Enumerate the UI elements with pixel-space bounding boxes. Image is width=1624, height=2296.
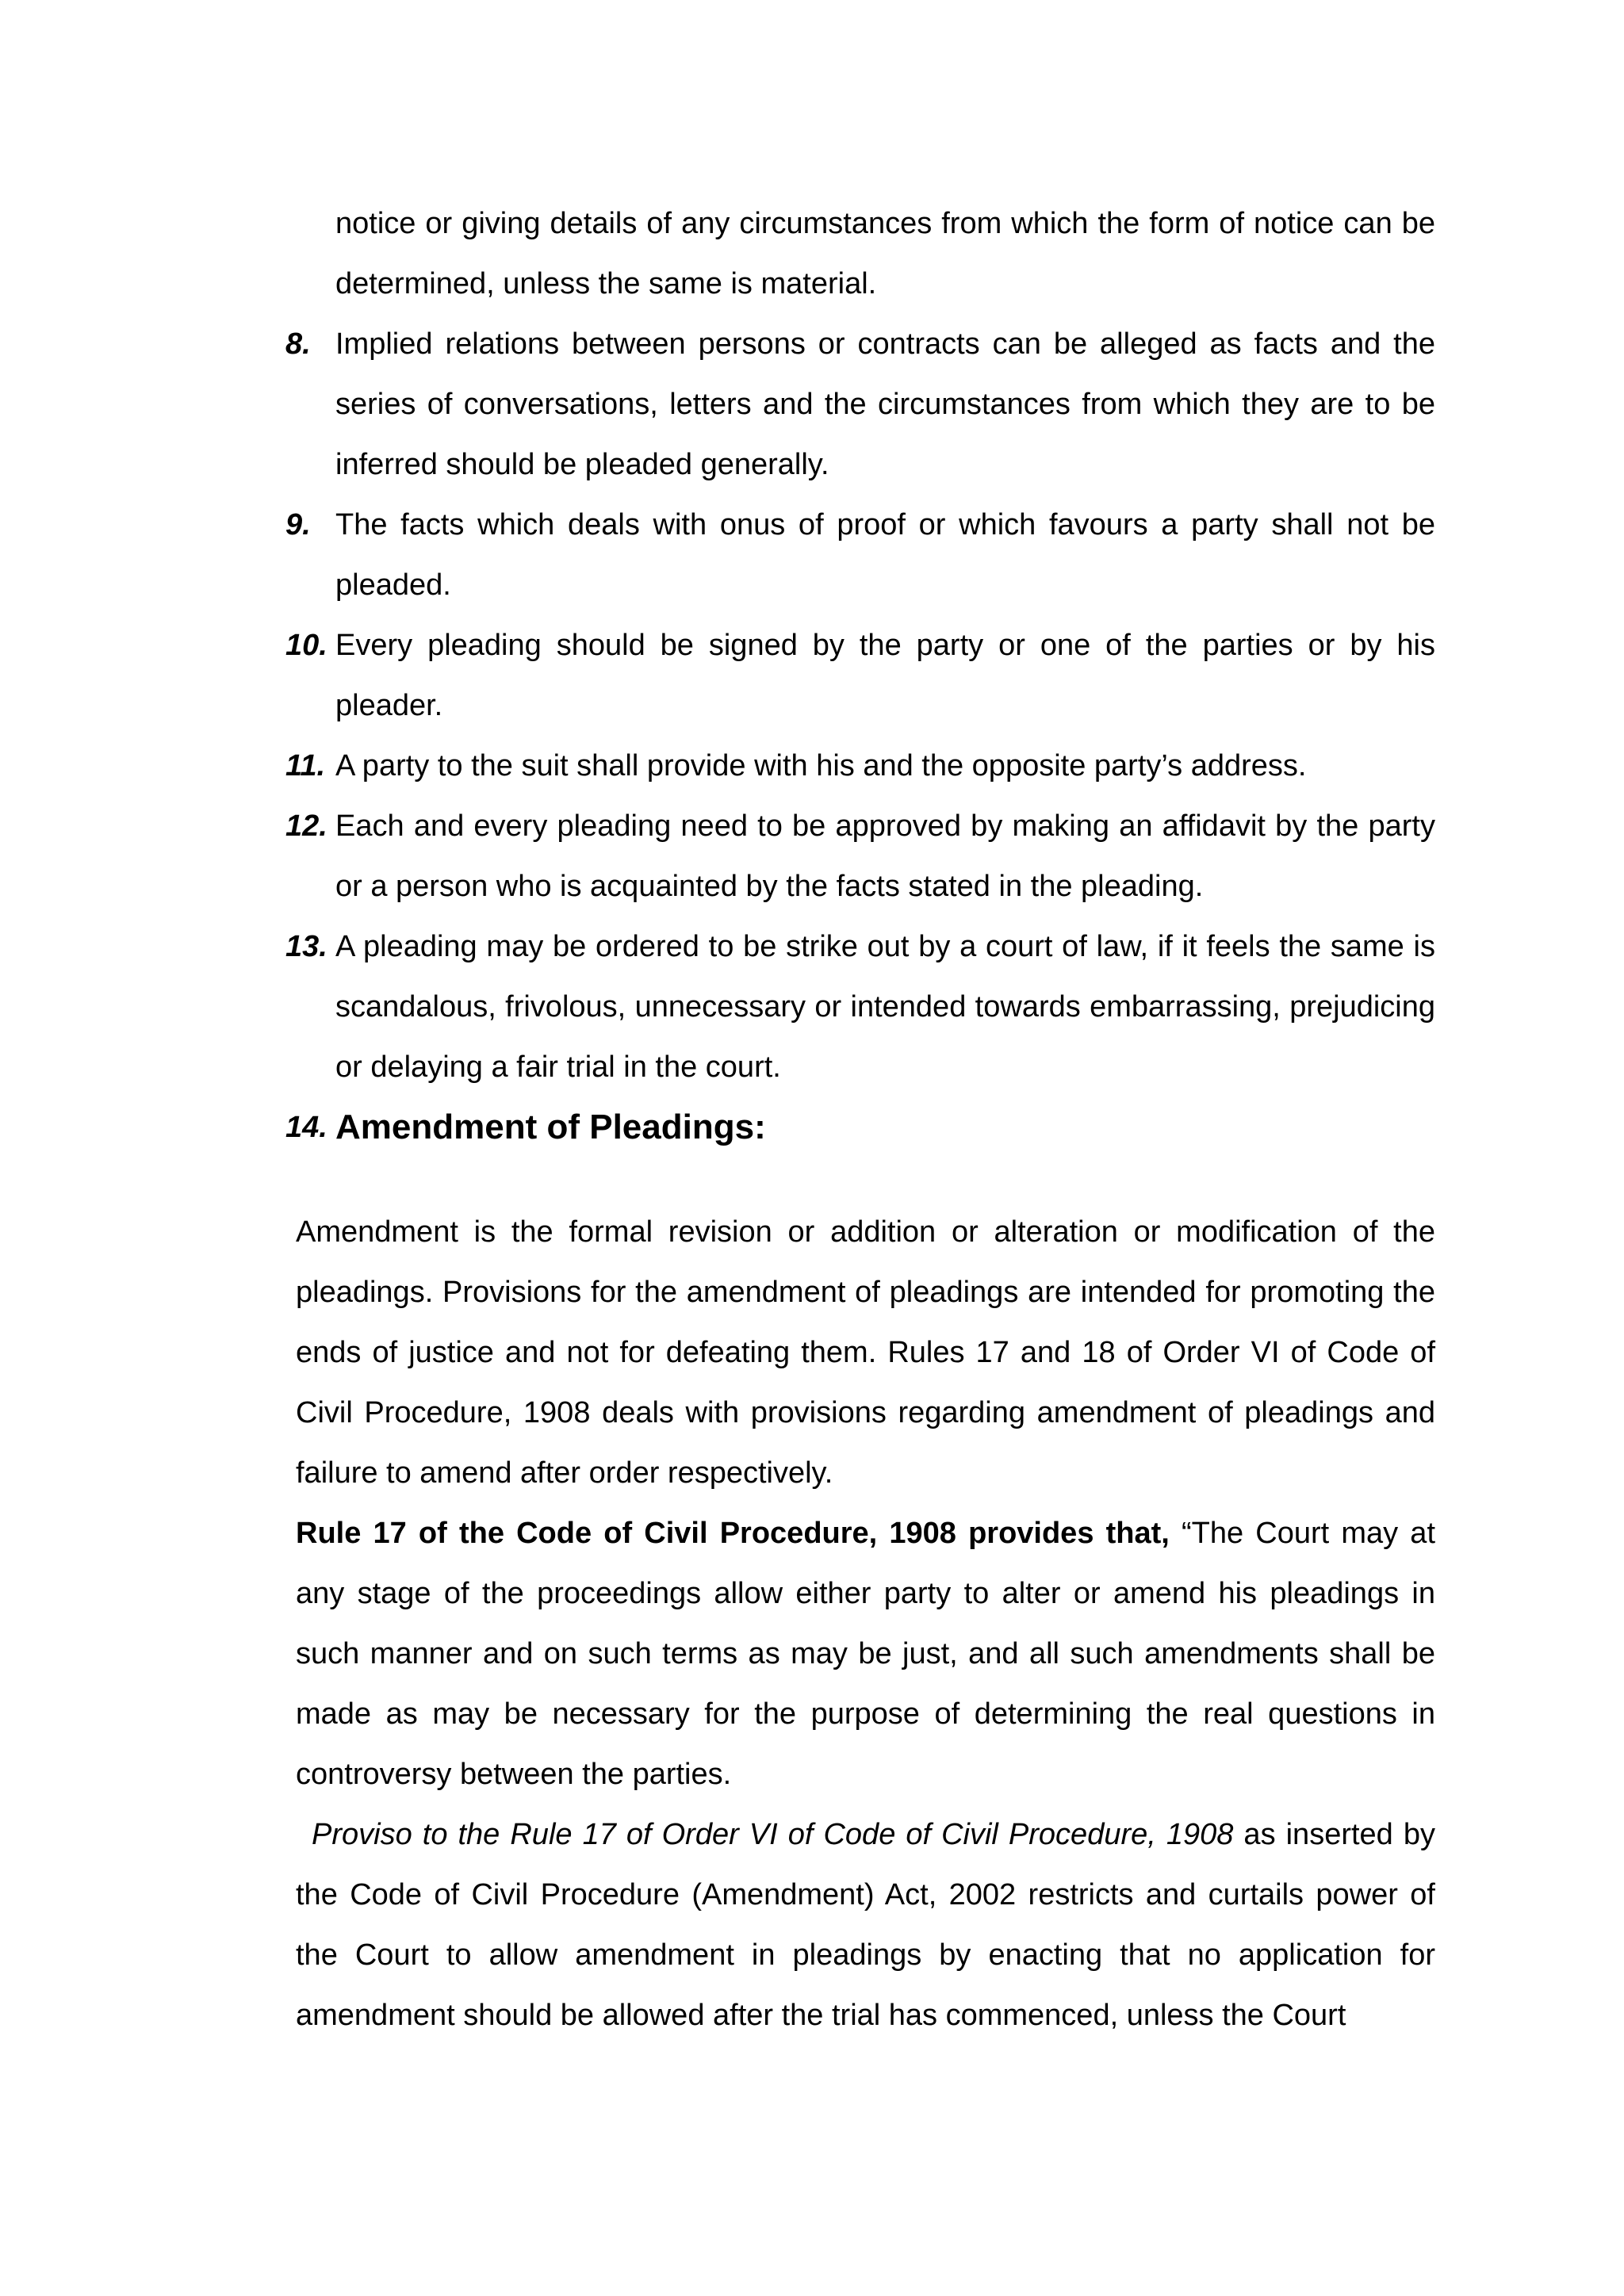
paragraph-proviso: [296, 1804, 1435, 2045]
list-item-13: [285, 916, 1435, 1097]
list-item-text: The facts which deals with onus of proof or which favours a party shall not be pleaded.: [335, 508, 1435, 602]
list-item-text: Each and every pleading need to be approved by making an affidavit by the party or a person who is acquainted by the facts stated in the pleading.: [335, 809, 1435, 903]
document-body: [285, 193, 1435, 2045]
list-item-8: [285, 314, 1435, 495]
list-number: 8.: [285, 327, 311, 361]
list-item-12: [285, 796, 1435, 916]
list-number: 9.: [285, 508, 311, 541]
list-item-text: Every pleading should be signed by the party or one of the parties or by his pleader.: [335, 629, 1435, 722]
continued-list-item-text: notice or giving details of any circumstances from which the form of notice can be determined, unless the same is material.: [335, 207, 1435, 300]
section-heading: [285, 1097, 1435, 1159]
paragraph-text: Amendment is the formal revision or addition or alteration or modification of the pleadings. Provisions for the amendment of pleadings are intended for promoting the ends of justice and not for defeating them. Rules 17 and 18 of Order VI of Code of Civil Procedure, 1908 deals with provisions regarding amendment of pleadings and failure to amend after order respectively.: [296, 1215, 1435, 1490]
paragraph-rule-17: [296, 1503, 1435, 1804]
paragraph-italic-lead: Proviso to the Rule 17 of Order VI of Code of Civil Procedure, 1908: [312, 1818, 1234, 1851]
paragraph-amendment-definition: [296, 1202, 1435, 1503]
list-item-text: A party to the suit shall provide with his and the opposite party’s address.: [335, 749, 1307, 783]
paragraph-bold-lead: Rule 17 of the Code of Civil Procedure, 1908 provides that,: [296, 1517, 1170, 1550]
list-number: 13.: [285, 930, 327, 963]
list-item-9: [285, 495, 1435, 615]
list-number: 11.: [285, 749, 326, 783]
list-item-text: Implied relations between persons or contracts can be alleged as facts and the series of conversations, letters and the circumstances from which they are to be inferred should be pleaded generally.: [335, 327, 1435, 481]
list-item-11: [285, 736, 1435, 796]
heading-number: 14.: [285, 1111, 327, 1144]
list-number: 12.: [285, 809, 327, 843]
paragraph-text: as inserted by the Code of Civil Procedure (Amendment) Act, 2002 restricts and curtails power of the Court to allow amendment in pleadings by enacting that no application for amendment should be allowed after the trial has commenced, unless the Court: [296, 1818, 1435, 2032]
list-item-text: A pleading may be ordered to be strike out by a court of law, if it feels the same is scandalous, frivolous, unnecessary or intended towards embarrassing, prejudicing or delaying a fair trial in the court.: [335, 930, 1435, 1084]
heading-text: Amendment of Pleadings:: [335, 1108, 766, 1146]
list-item-10: [285, 615, 1435, 736]
paragraph-text: “The Court may at any stage of the proceedings allow either party to alter or amend his pleadings in such manner and on such terms as may be just, and all such amendments shall be made as may be necessary for the purpose of determining the real questions in controversy between the parties.: [296, 1517, 1435, 1791]
list-number: 10.: [285, 629, 327, 662]
